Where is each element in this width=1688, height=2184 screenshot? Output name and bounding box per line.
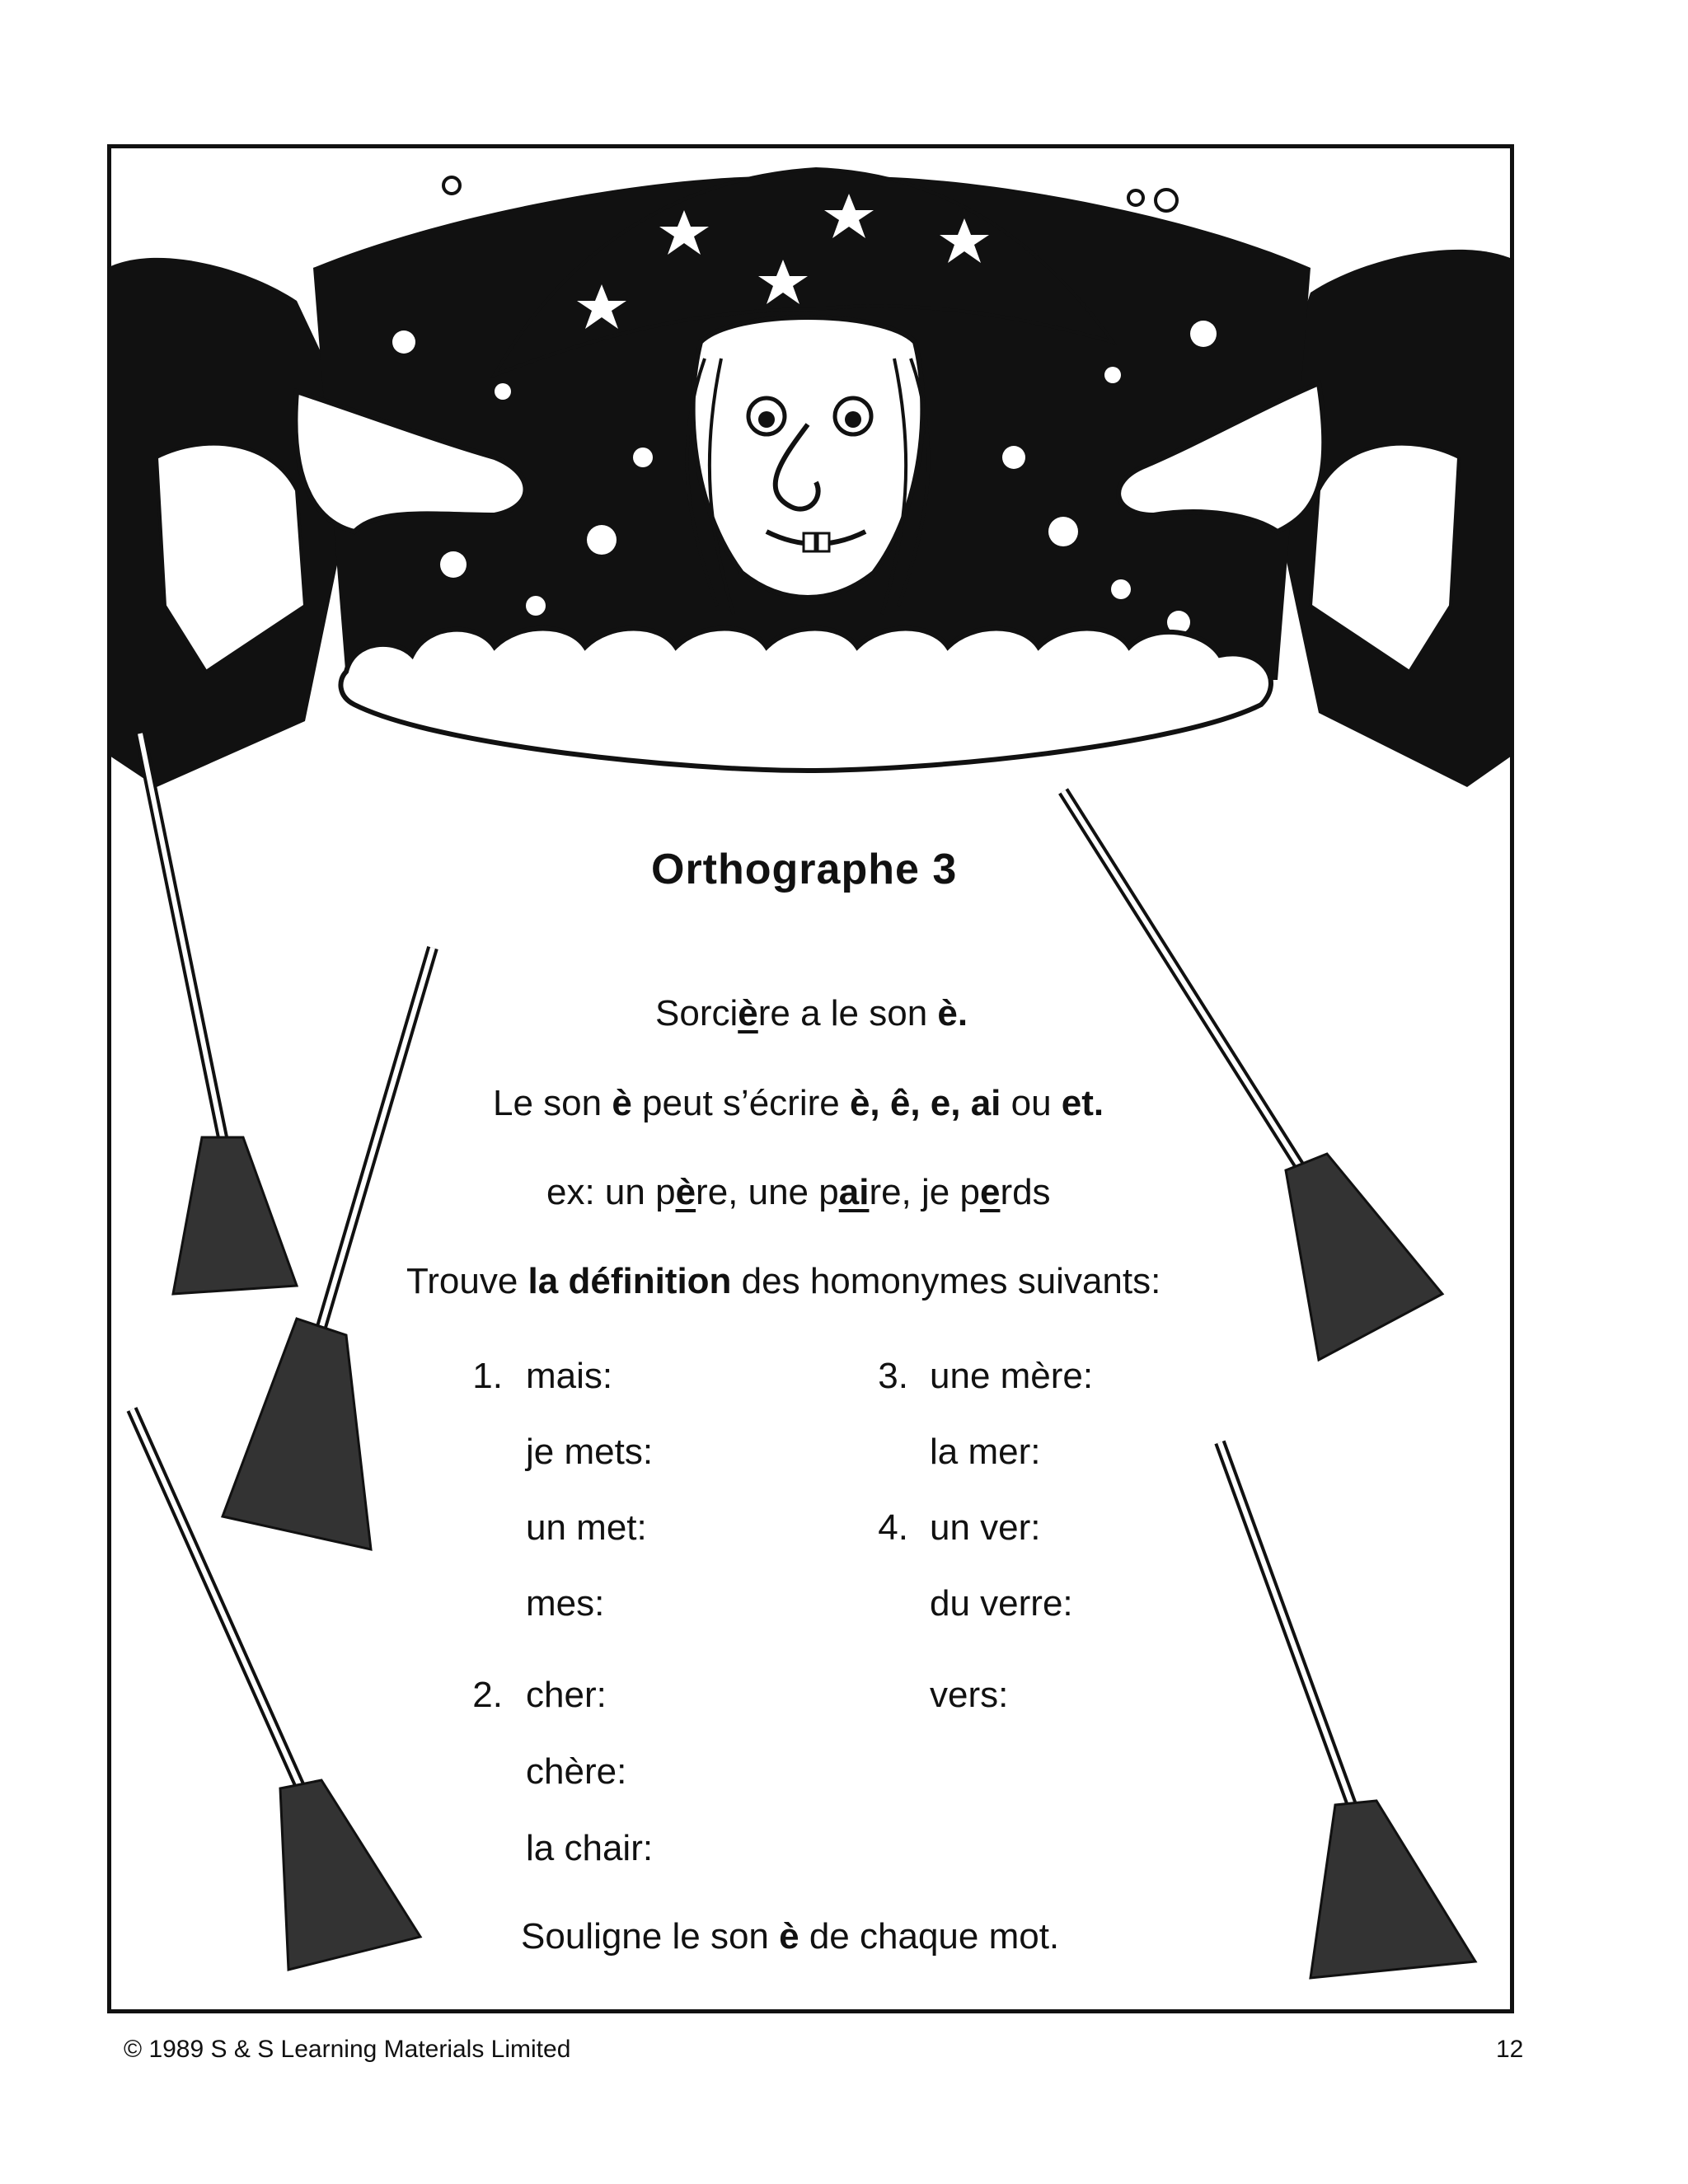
item-number: 4. (878, 1507, 908, 1548)
homonym-word: la chair: (526, 1828, 654, 1868)
broom-icon (1203, 1434, 1492, 2011)
intro-line-2 (493, 1083, 1104, 1124)
bold-sound: è (612, 1083, 632, 1123)
homonym-word: mais: (526, 1356, 613, 1396)
intro-line-1 (655, 993, 968, 1034)
intro-text: Le son (493, 1083, 612, 1123)
page-number: 12 (1496, 2036, 1524, 2063)
example-text: re, une p (696, 1172, 839, 1212)
instruction-text: de chaque mot. (799, 1916, 1060, 1957)
underlined-sound: è (675, 1172, 696, 1212)
copyright-notice: © 1989 S & S Learning Materials Limited (124, 2036, 571, 2063)
homonym-word: mes: (526, 1583, 605, 1624)
homonym-word: un met: (526, 1507, 647, 1548)
instruction-line (406, 1261, 1160, 1302)
bold-sound: è. (937, 993, 968, 1033)
bold-spellings: et. (1061, 1083, 1104, 1123)
witch-illustration (107, 144, 1514, 804)
intro-text: re a le son (757, 993, 938, 1033)
homonym-word: une mère: (930, 1356, 1094, 1396)
homonym-word: un ver: (930, 1507, 1041, 1548)
example-text: re, je p (869, 1172, 980, 1212)
item-number: 1. (472, 1356, 503, 1396)
closing-instruction (521, 1916, 1059, 1957)
item-number: 3. (878, 1356, 908, 1396)
witch-face (693, 317, 923, 598)
instruction-text: Trouve (406, 1261, 528, 1301)
underlined-sound: ai (838, 1172, 870, 1212)
bold-sound: è (779, 1916, 799, 1957)
example-text: rds (1000, 1172, 1051, 1212)
bold-spellings: è, ê, e, ai (849, 1083, 1001, 1123)
instruction-text: Souligne le son (521, 1916, 780, 1957)
page-title: Orthographe 3 (651, 846, 958, 893)
homonym-word: je mets: (526, 1432, 654, 1472)
intro-text: peut s’écrire (631, 1083, 850, 1123)
homonym-word: vers: (930, 1675, 1009, 1715)
item-number: 2. (472, 1675, 503, 1715)
instruction-text: des homonymes suivants: (731, 1261, 1161, 1301)
bold-instruction: la définition (528, 1261, 732, 1301)
homonym-word: chère: (526, 1751, 627, 1792)
underlined-sound: è (738, 993, 758, 1033)
underlined-sound: e (979, 1172, 1001, 1212)
broom-icon (124, 1401, 437, 1978)
homonym-word: du verre: (930, 1583, 1073, 1624)
intro-text: ou (1001, 1083, 1062, 1123)
intro-text: Sorci (655, 993, 738, 1033)
homonym-word: la mer: (930, 1432, 1041, 1472)
example-text: ex: un p (546, 1172, 676, 1212)
intro-line-3 (546, 1172, 1051, 1213)
cauldron-foam (340, 629, 1271, 771)
homonym-word: cher: (526, 1675, 607, 1715)
